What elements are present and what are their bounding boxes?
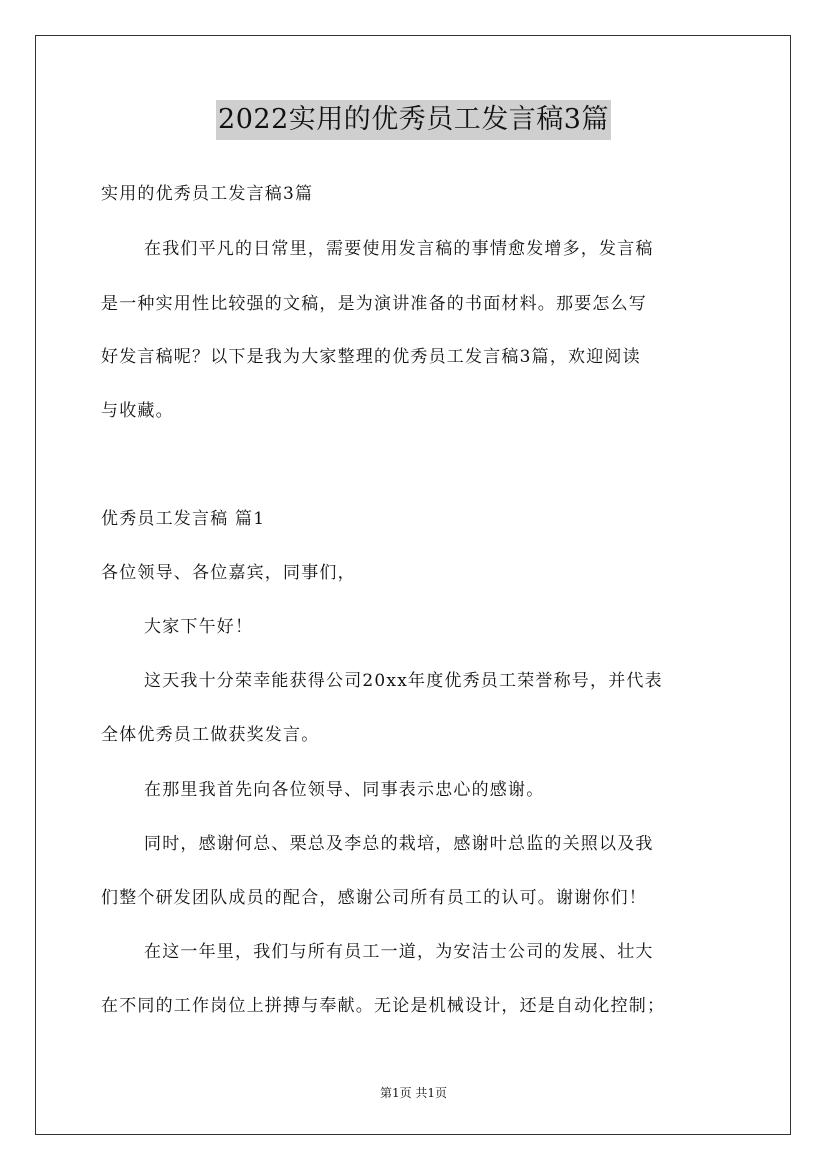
paragraph-line: 在这一年里，我们与所有员工一道，为安洁士公司的发展、壮大 [144,942,654,962]
paragraph-line: 是一种实用性比较强的文稿，是为演讲准备的书面材料。那要怎么写 [101,294,647,314]
paragraph-line: 好发言稿呢？以下是我为大家整理的优秀员工发言稿3篇，欢迎阅读 [101,347,641,367]
paragraph-line: 全体优秀员工做获奖发言。 [101,725,320,745]
paragraph-line: 在我们平凡的日常里，需要使用发言稿的事情愈发增多，发言稿 [144,239,654,259]
document-title: 2022实用的优秀员工发言稿3篇 [216,100,611,140]
paragraph-line: 在那里我首先向各位领导、同事表示忠心的感谢。 [144,780,545,800]
paragraph-line: 这天我十分荣幸能获得公司20xx年度优秀员工荣誉称号，并代表 [144,671,663,691]
paragraph-line: 在不同的工作岗位上拼搏与奉献。无论是机械设计，还是自动化控制； [101,996,666,1016]
page-footer: 第1页 共1页 [379,1086,448,1100]
section-heading: 优秀员工发言稿 篇1 [101,509,266,529]
paragraph-line: 们整个研发团队成员的配合，感谢公司所有员工的认可。谢谢你们！ [101,888,647,908]
title-container [0,100,827,140]
subtitle-line: 实用的优秀员工发言稿3篇 [101,184,314,204]
paragraph-line: 各位领导、各位嘉宾，同事们， [101,563,356,583]
paragraph-line: 同时，感谢何总、栗总及李总的栽培，感谢叶总监的关照以及我 [144,834,654,854]
paragraph-line: 大家下午好！ [144,617,254,637]
paragraph-line: 与收藏。 [101,401,174,421]
